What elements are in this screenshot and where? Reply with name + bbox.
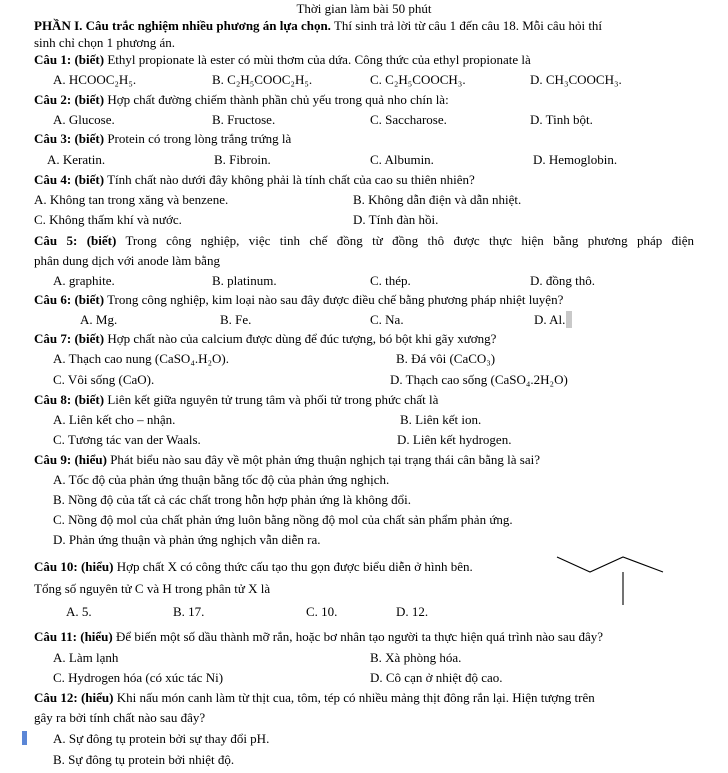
question-level: (hiểu): [80, 629, 113, 644]
question-stem: [34, 92, 449, 108]
question-number: Câu 1:: [34, 52, 72, 67]
text-cursor: [566, 311, 572, 328]
option-a: A. Làm lạnh: [53, 650, 119, 665]
question-level: (biết): [74, 92, 105, 107]
option-c: C. Vôi sống (CaO).: [53, 372, 155, 387]
part-title: PHẦN I. Câu trắc nghiệm nhiều phương án lựa chọn.: [34, 18, 331, 33]
question-number: Câu 11:: [34, 629, 77, 644]
option-d: D. Tinh bột.: [530, 112, 593, 127]
option-d: D. CH₃COOCH₃.: [530, 72, 622, 87]
option-b: B. Xà phòng hóa.: [370, 650, 462, 665]
option-a: A. HCOOC₂H₅.: [53, 72, 137, 87]
question-level: (biết): [74, 331, 105, 346]
question-stem: [34, 52, 531, 68]
question-level: (biết): [74, 172, 105, 187]
question-number: Câu 12:: [34, 690, 78, 705]
option-d: D. đồng thô.: [530, 273, 595, 288]
option-c: C. thép.: [370, 273, 411, 288]
question-stem: [34, 172, 475, 188]
option-d: D. Hemoglobin.: [533, 152, 618, 167]
option-b: B. Fructose.: [212, 112, 276, 127]
option-a: A. Thạch cao nung (CaSO₄.H₂O).: [53, 351, 229, 366]
option-b: B. Đá vôi (CaCO₃): [396, 351, 496, 366]
option-d: D. Liên kết hydrogen.: [397, 432, 512, 447]
option-c: C. Tương tác van der Waals.: [53, 432, 201, 447]
question-level: (biết): [86, 233, 117, 248]
option-c: C. 10.: [306, 604, 338, 619]
part-instruction-cont: sinh chỉ chọn 1 phương án.: [34, 35, 176, 50]
question-text-cont: gây ra bởi tính chất nào sau đây?: [34, 710, 206, 725]
option-a: A. Liên kết cho – nhận.: [53, 412, 176, 427]
question-text: Phát biểu nào sau đây về một phản ứng thuận nghịch tại trạng thái cân bằng là sai?: [110, 452, 540, 467]
option-b: B. C₂H₅COOC₂H₅.: [212, 72, 313, 87]
option-d: D. Thạch cao sống (CaSO₄.2H₂O): [390, 372, 568, 387]
question-text: Protein có trong lòng trắng trứng là: [107, 131, 292, 146]
question-number: Câu 6:: [34, 292, 72, 307]
question-stem: [34, 292, 563, 308]
question-number: Câu 8:: [34, 392, 72, 407]
question-text: Hợp chất nào của calcium được dùng để đúc tượng, bó bột khi gãy xương?: [107, 331, 497, 346]
option-a: A. 5.: [66, 604, 92, 619]
question-stem: [34, 629, 603, 645]
option-c: C. Hydrogen hóa (có xúc tác Ni): [53, 670, 224, 685]
option-a: A. Không tan trong xăng và benzene.: [34, 192, 229, 207]
option-a: A. Tốc độ của phản ứng thuận bằng tốc độ của phản ứng nghịch.: [53, 472, 390, 487]
option-d: D. 12.: [396, 604, 429, 619]
question-text: Để biến một số dầu thành mỡ rắn, hoặc bơ nhân tạo người ta thực hiện quá trình nào sau đây?: [115, 629, 604, 644]
question-text: Tính chất nào dưới đây không phải là tính chất của cao su thiên nhiên?: [107, 172, 475, 187]
option-b: B. Không dẫn điện và dẫn nhiệt.: [353, 192, 522, 207]
question-level: (biết): [74, 131, 105, 146]
option-c: C. Na.: [370, 312, 404, 327]
question-text-cont: phân dung dịch với anode làm bằng: [34, 253, 220, 268]
question-number: Câu 4:: [34, 172, 72, 187]
question-number: Câu 2:: [34, 92, 72, 107]
option-c: C. Albumin.: [370, 152, 434, 167]
question-stem: [34, 559, 473, 575]
option-b: B. 17.: [173, 604, 205, 619]
option-c: C. Không thấm khí và nước.: [34, 212, 182, 227]
question-number: Câu 7:: [34, 331, 72, 346]
question-text: Liên kết giữa nguyên tử trung tâm và phối tử trong phức chất là: [107, 392, 439, 407]
question-level: (biết): [74, 292, 105, 307]
question-text: Trong công nghiệp, việc tinh chế đồng từ đồng thô được thực hiện bằng phương pháp điện: [125, 233, 695, 248]
option-a: A. Keratin.: [47, 152, 106, 167]
option-d: D. Al.: [534, 312, 566, 327]
option-a: A. Mg.: [80, 312, 118, 327]
exam-time: Thời gian làm bài 50 phút: [296, 1, 432, 16]
question-level: (biết): [74, 52, 105, 67]
question-level: (hiểu): [74, 452, 107, 467]
question-text: Ethyl propionate là ester có mùi thơm của dứa. Công thức của ethyl propionate là: [107, 52, 531, 67]
option-b: B. Nồng độ của tất cả các chất trong hỗn hợp phản ứng là không đổi.: [53, 492, 411, 507]
question-number: Câu 9:: [34, 452, 72, 467]
question-text: Khi nấu món canh làm từ thịt cua, tôm, tép có nhiều mảng thịt đông rắn lại. Hiện tượng trên: [116, 690, 595, 705]
bookmark-icon: [22, 731, 27, 745]
question-text: Trong công nghiệp, kim loại nào sau đây được điều chế bằng phương pháp nhiệt luyện?: [107, 292, 564, 307]
option-b: B. Fe.: [220, 312, 252, 327]
option-b: B. Fibroin.: [214, 152, 271, 167]
option-c: C. Saccharose.: [370, 112, 447, 127]
question-stem: [34, 131, 291, 147]
question-number: Câu 3:: [34, 131, 72, 146]
question-text: Hợp chất X có công thức cấu tạo thu gọn được biểu diễn ở hình bên.: [116, 559, 473, 574]
skeletal-structure-figure: [555, 555, 667, 607]
option-c: C. C₂H₅COOCH₃.: [370, 72, 466, 87]
question-number: Câu 5:: [34, 233, 78, 248]
question-stem: [34, 331, 496, 347]
question-number: Câu 10:: [34, 559, 78, 574]
question-text-cont: Tổng số nguyên tử C và H trong phân tử X là: [34, 581, 271, 596]
question-level: (biết): [74, 392, 105, 407]
option-b: B. Liên kết ion.: [400, 412, 482, 427]
option-b: B. Sự đông tụ protein bởi nhiệt độ.: [53, 752, 235, 767]
question-level: (hiểu): [80, 690, 114, 705]
part-instruction: Thí sinh trả lời từ câu 1 đến câu 18. Mỗi câu hỏi thí: [333, 18, 603, 33]
option-d: D. Phản ứng thuận và phản ứng nghịch vẫn diễn ra.: [53, 532, 321, 547]
option-a: A. Glucose.: [53, 112, 115, 127]
question-stem: [34, 233, 694, 249]
option-c: C. Nồng độ mol của chất phản ứng luôn bằng nồng độ mol của chất sản phẩm phản ứng.: [53, 512, 513, 527]
option-b: B. platinum.: [212, 273, 277, 288]
part-header: [34, 18, 602, 34]
option-a: A. Sự đông tụ protein bởi sự thay đổi pH.: [53, 731, 270, 746]
question-level: (hiểu): [80, 559, 114, 574]
option-d: D. Tính đàn hồi.: [353, 212, 439, 227]
question-stem: [34, 690, 595, 706]
carbon-chain-line: [557, 557, 663, 572]
question-text: Hợp chất đường chiếm thành phần chủ yếu trong quả nho chín là:: [107, 92, 449, 107]
question-stem: [34, 392, 438, 408]
question-stem: [34, 452, 540, 468]
option-d: D. Cô cạn ở nhiệt độ cao.: [370, 670, 503, 685]
option-a: A. graphite.: [53, 273, 115, 288]
